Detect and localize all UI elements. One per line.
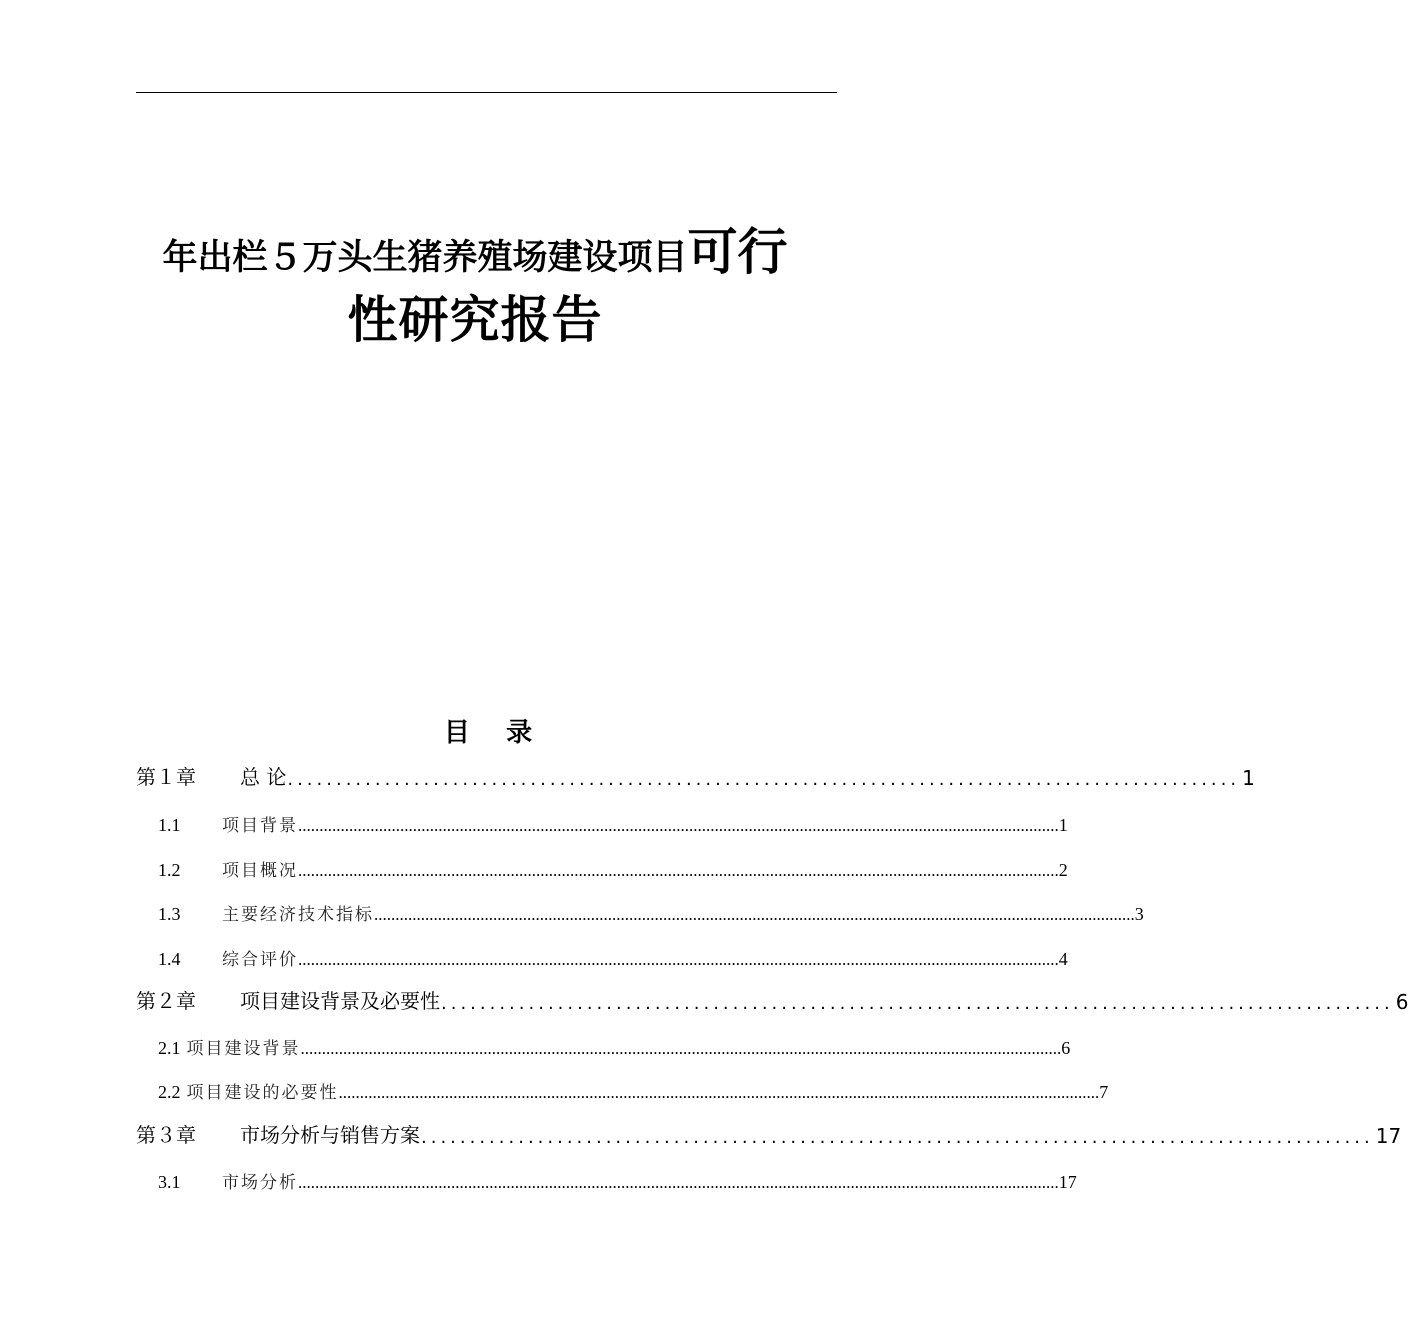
- toc-entry-title: 项目建设的必要性: [186, 1083, 339, 1103]
- toc-entry-title: 项目背景: [222, 816, 298, 836]
- report-title-line1: [100, 212, 850, 284]
- toc-entry-title: 市场分析与销售方案: [240, 1123, 420, 1147]
- toc-entry-title: 项目概况: [222, 861, 298, 881]
- toc-leader-dots: ...................................................................................................................................................................................: [298, 1173, 1059, 1192]
- toc-section-1-2[interactable]: [136, 851, 1068, 881]
- toc-section-2-1[interactable]: [136, 1029, 1071, 1059]
- report-title-main: 年出栏５万头生猪养殖场建设项目: [162, 238, 688, 278]
- toc-entry-number: 2.1: [158, 1038, 181, 1058]
- toc-section-1-3[interactable]: [136, 895, 1144, 925]
- toc-leader-dots: ...................................................................................................................................................................................: [298, 950, 1059, 969]
- toc-entry-page: 3: [1134, 904, 1144, 924]
- toc-entry-number: 第３章: [136, 1123, 196, 1147]
- toc-entry-title: 综合评价: [222, 950, 298, 970]
- toc-entry-title: 总 论: [240, 765, 287, 789]
- toc-entry-page: 6: [1395, 990, 1408, 1014]
- toc-section-3-1[interactable]: [136, 1163, 1077, 1193]
- toc-chapter-3[interactable]: [136, 1118, 1402, 1148]
- toc-section-1-1[interactable]: [136, 806, 1068, 836]
- toc-leader-dots: ...................................................................................................................................................................................: [338, 1083, 1100, 1102]
- toc-entry-number: 1.3: [158, 904, 181, 924]
- toc-entry-number: 1.2: [158, 860, 181, 880]
- toc-leader-dots: ..................................................................................................: [287, 769, 1241, 790]
- toc-leader-dots: ..................................................................................................: [421, 1127, 1374, 1148]
- toc-entry-title: 项目建设背景及必要性: [240, 989, 440, 1013]
- toc-entry-number: 第１章: [136, 765, 196, 789]
- toc-entry-title: 项目建设背景: [186, 1039, 301, 1059]
- toc-entry-page: 1: [1242, 766, 1255, 790]
- toc-section-2-2[interactable]: [136, 1073, 1109, 1103]
- report-title-big: 可行: [687, 223, 788, 281]
- toc-entry-number: 第２章: [136, 989, 196, 1013]
- toc-entry-title: 市场分析: [222, 1173, 298, 1193]
- toc-entry-number: 1.1: [158, 815, 181, 835]
- toc-section-1-4[interactable]: [136, 940, 1068, 970]
- toc-leader-dots: ...................................................................................................................................................................................: [298, 816, 1059, 835]
- toc-entry-page: 7: [1099, 1082, 1109, 1102]
- toc-leader-dots: ...................................................................................................................................................................................: [374, 905, 1135, 924]
- report-title-line2: 性研究报告: [347, 291, 603, 349]
- toc-entry-page: 17: [1058, 1172, 1077, 1192]
- toc-entry-page: 2: [1058, 860, 1068, 880]
- toc-entry-page: 6: [1061, 1038, 1071, 1058]
- toc-entry-page: 4: [1058, 949, 1068, 969]
- toc-entry-page: 1: [1058, 815, 1068, 835]
- header-rule: [136, 92, 837, 93]
- toc-entry-number: 1.4: [158, 949, 181, 969]
- toc-entry-page: 17: [1375, 1124, 1402, 1148]
- toc-leader-dots: ...................................................................................................................................................................................: [300, 1039, 1062, 1058]
- toc-chapter-1[interactable]: [136, 760, 1255, 790]
- toc-chapter-2[interactable]: [136, 984, 1408, 1014]
- toc-heading: 目 录: [443, 718, 533, 748]
- toc-entry-number: 3.1: [158, 1172, 181, 1192]
- toc-leader-dots: ..................................................................................................: [441, 993, 1394, 1014]
- toc-entry-title: 主要经济技术指标: [222, 905, 374, 925]
- toc-entry-number: 2.2: [158, 1082, 181, 1102]
- toc-leader-dots: ...................................................................................................................................................................................: [298, 861, 1059, 880]
